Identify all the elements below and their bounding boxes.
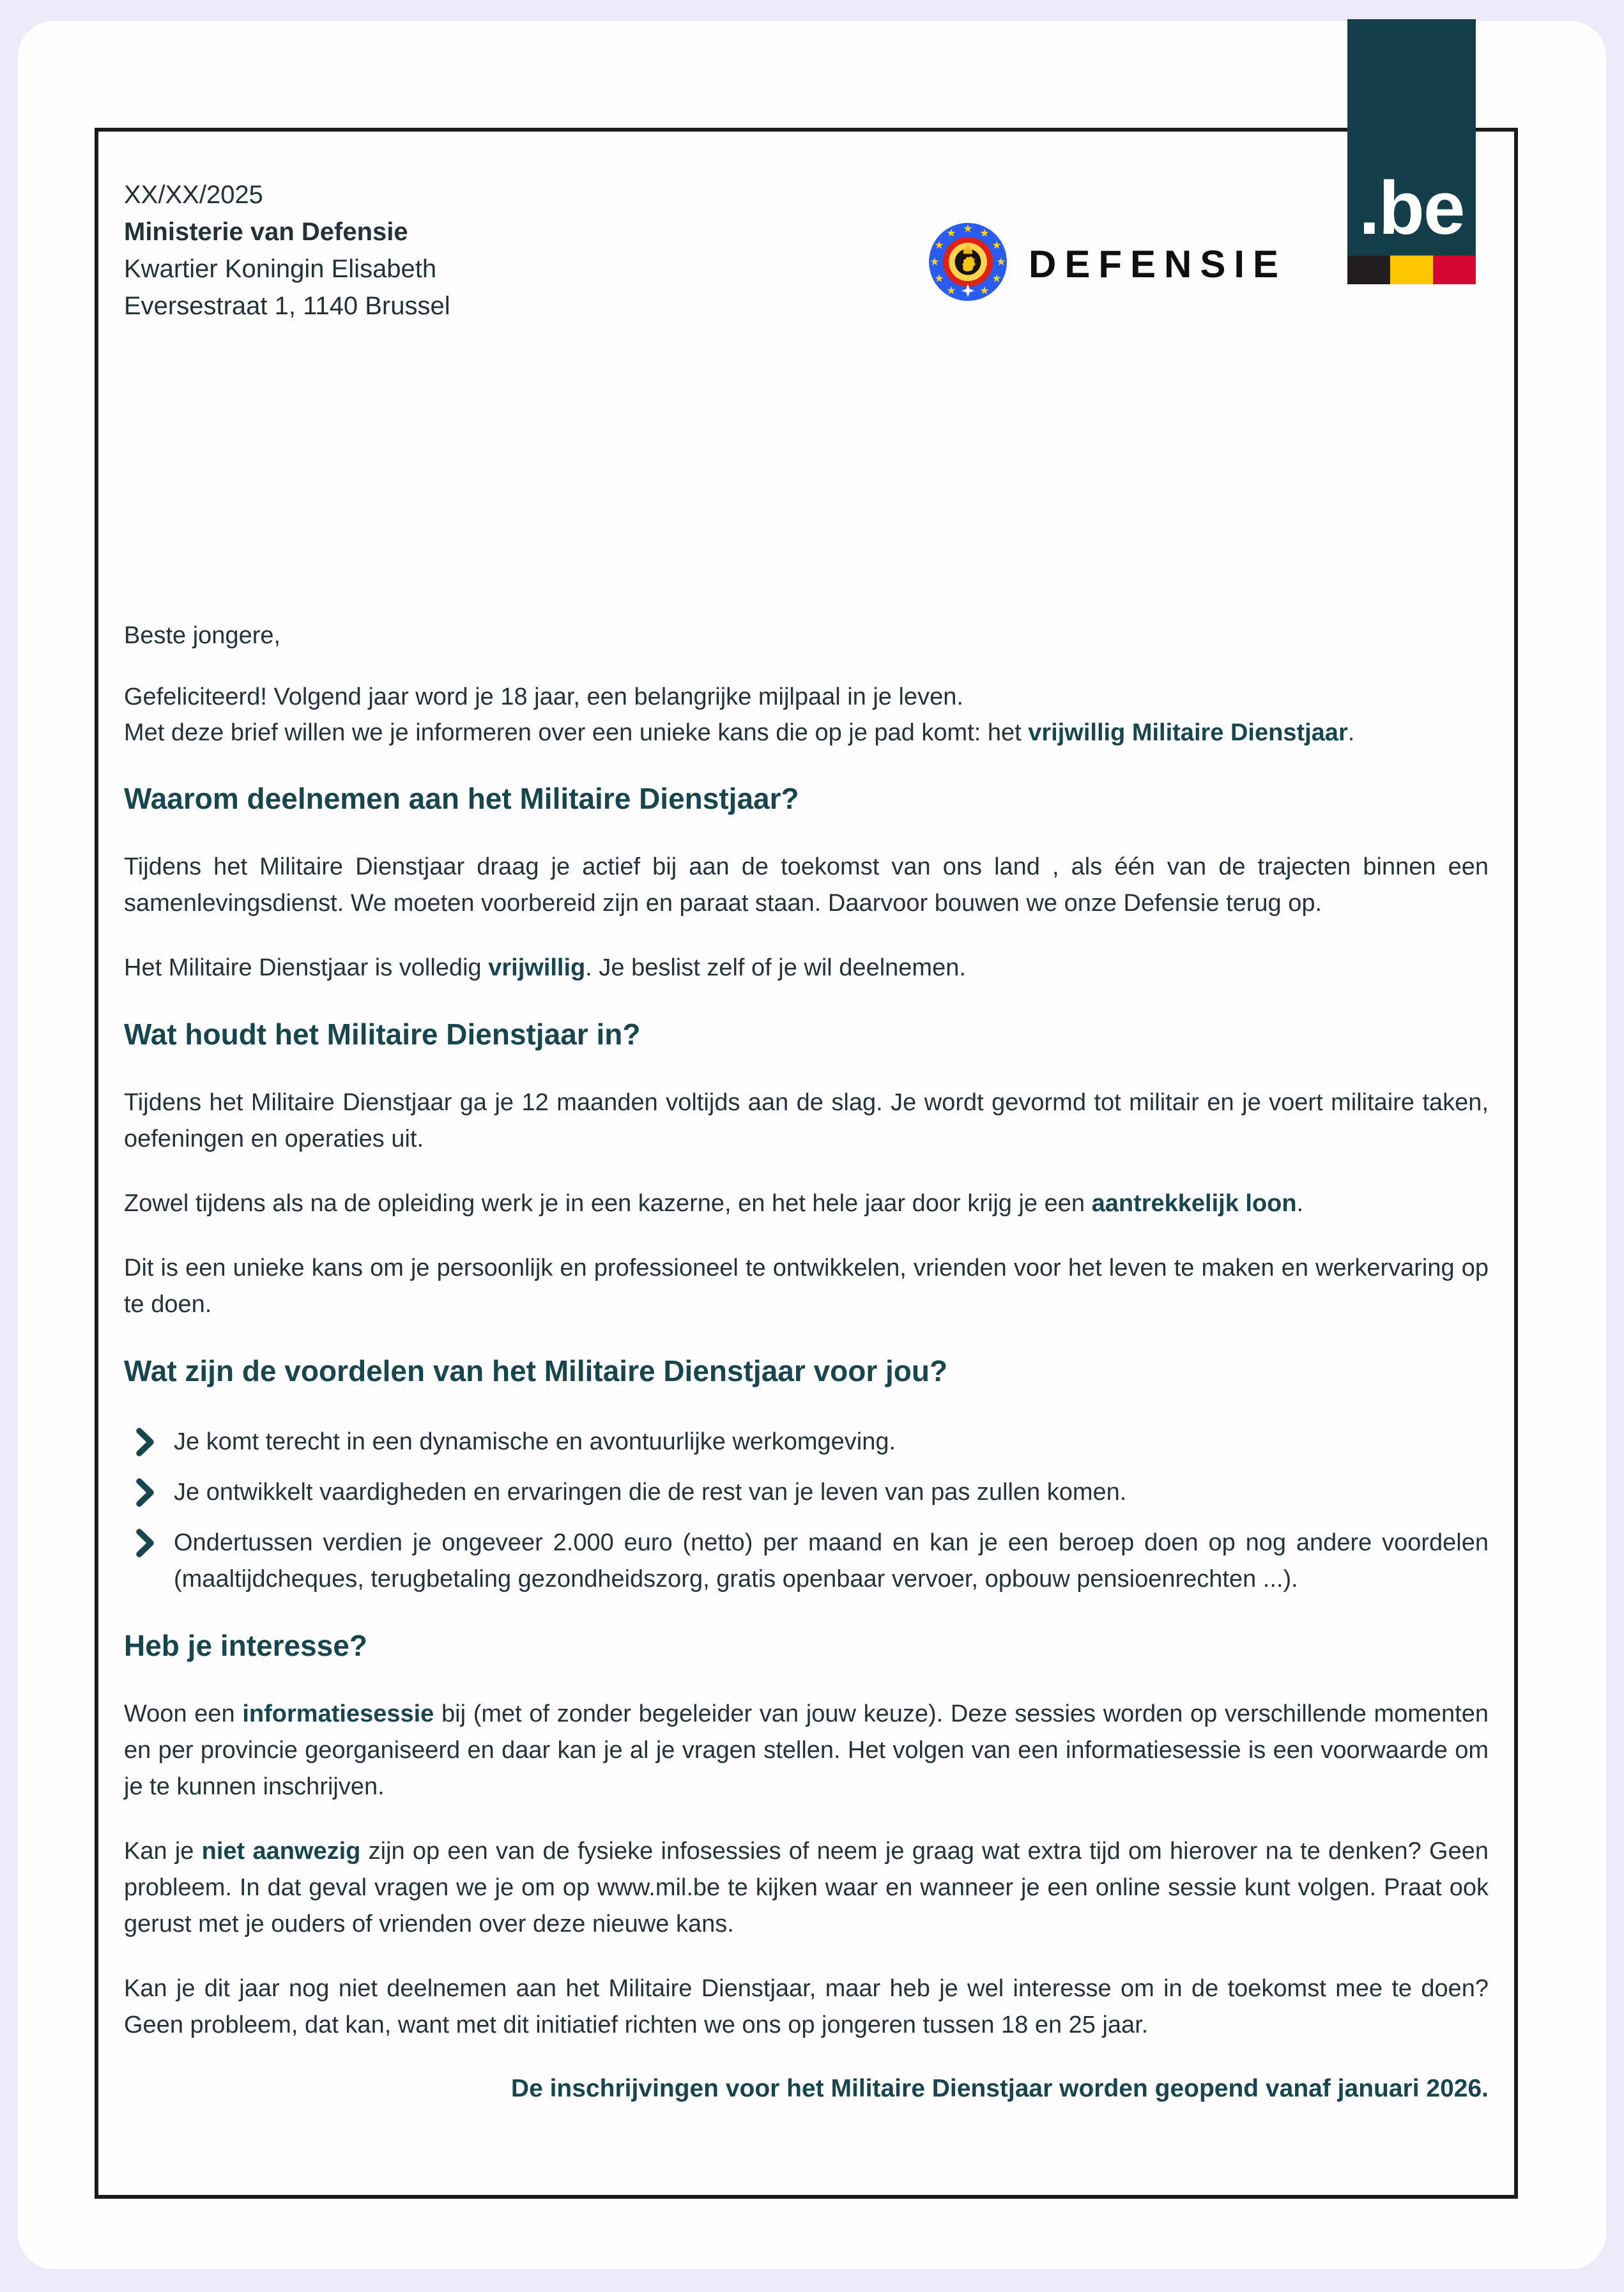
interest-p2-highlight: niet aanwezig xyxy=(201,1838,361,1865)
chevron-bullet-icon xyxy=(135,1528,155,1558)
why-p2-highlight: vrijwillig xyxy=(488,954,586,981)
what-paragraph-1: Tijdens het Militaire Dienstjaar ga je 12 maanden voltijds aan de slag. Je wordt gevormd tot militair en je voert militaire taken, oefeningen en operaties uit. xyxy=(124,1089,1489,1152)
letter-page xyxy=(18,21,1606,2269)
letter-date: XX/XX/2025 xyxy=(124,181,263,209)
salutation: Beste jongere, xyxy=(124,622,281,649)
interest-paragraph-1 xyxy=(124,1696,1489,1805)
heading-interest: Heb je interesse? xyxy=(124,1629,367,1662)
interest-p1-rest: bij (met of zonder begeleider van jouw keuze). Deze sessies worden op verschillende momenten en per provincie georganiseerd en daar kan je al je vragen stellen. Het volgen van een informatiesessie is een voorwaarde om je te kunnen inschrijven. xyxy=(124,1700,1489,1800)
why-p2-text: Het Militaire Dienstjaar is volledig xyxy=(124,954,489,981)
list-item xyxy=(124,1474,1489,1511)
benefit-text: Je ontwikkelt vaardigheden en ervaringen die de rest van je leven van pas zullen komen. xyxy=(174,1479,1127,1506)
letter-body xyxy=(124,616,1489,2107)
sender-address-line2: Eversestraat 1, 1140 Brussel xyxy=(124,292,450,320)
intro-line2-period: . xyxy=(1347,719,1355,746)
chevron-bullet-icon xyxy=(135,1478,155,1508)
flag-stripe-yellow xyxy=(1390,256,1433,284)
why-paragraph-2 xyxy=(124,950,1489,986)
flag-stripe-red xyxy=(1433,256,1476,284)
heading-benefits: Wat zijn de voordelen van het Militaire Dienstjaar voor jou? xyxy=(124,1354,948,1387)
flag-stripe-black xyxy=(1347,256,1390,284)
intro-paragraph xyxy=(124,679,1489,751)
what-p2-text: Zowel tijdens als na de opleiding werk je in een kazerne, en het hele jaar door krijg je een xyxy=(124,1190,1092,1217)
be-logo-background xyxy=(1347,19,1476,256)
intro-line2-highlight: vrijwillig Militaire Dienstjaar xyxy=(1028,719,1348,746)
letterhead-gap xyxy=(124,325,1489,616)
what-p2-highlight: aantrekkelijk loon xyxy=(1091,1190,1297,1217)
what-paragraph-3: Dit is een unieke kans om je persoonlijk en professioneel te ontwikkelen, vrienden voor het leven te maken en werkervaring op te doen. xyxy=(124,1255,1489,1318)
belgian-flag-icon xyxy=(1347,256,1476,284)
benefit-text: Je komt terecht in een dynamische en avontuurlijke werkomgeving. xyxy=(174,1428,896,1455)
be-logo-block xyxy=(1347,19,1476,284)
what-p2-rest: . xyxy=(1296,1190,1304,1217)
sender-org: Ministerie van Defensie xyxy=(124,218,408,246)
benefits-list xyxy=(124,1424,1489,1598)
list-item xyxy=(124,1525,1489,1598)
interest-paragraph-3: Kan je dit jaar nog niet deelnemen aan het Militaire Dienstjaar, maar heb je wel interesse om in de toekomst mee te doen? Geen probleem, dat kan, want met dit initiatief richten we ons op jongeren tussen 18 en 25 jaar. xyxy=(124,1975,1489,2038)
closing-statement: De inschrijvingen voor het Militaire Dienstjaar worden geopend vanaf januari 2026. xyxy=(510,2075,1489,2102)
interest-p2-rest: zijn op een van de fysieke infosessies of neem je graag wat extra tijd om hierover na te denken? Geen probleem. In dat geval vragen we je om op www.mil.be te kijken waar en wanneer je een online sessie kunt volgen. Praat ook gerust met je ouders of vrienden over deze nieuwe kans. xyxy=(124,1838,1489,1937)
interest-paragraph-2 xyxy=(124,1833,1489,1943)
defensie-wordmark: DEFENSIE xyxy=(1029,243,1287,286)
intro-line1: Gefeliciteerd! Volgend jaar word je 18 jaar, een belangrijke mijlpaal in je leven. xyxy=(124,684,963,710)
why-paragraph-1: Tijdens het Militaire Dienstjaar draag je actief bij aan de toekomst van ons land , als één van de trajecten binnen een samenlevingsdienst. We moeten voorbereid zijn en paraat staan. Daarvoor bouwen we onze Defensie terug op. xyxy=(124,853,1489,917)
defensie-roundel-icon xyxy=(928,222,1007,302)
sender-address-line1: Kwartier Koningin Elisabeth xyxy=(124,255,437,283)
what-paragraph-2 xyxy=(124,1186,1489,1222)
intro-line2 xyxy=(124,715,1489,751)
heading-what: Wat houdt het Militaire Dienstjaar in? xyxy=(124,1018,641,1051)
letter-border-frame xyxy=(95,128,1518,2199)
list-item xyxy=(124,1424,1489,1460)
why-p2-rest: . Je beslist zelf of je wil deelnemen. xyxy=(585,954,966,981)
intro-line2-text: Met deze brief willen we je informeren over een unieke kans die op je pad komt: het xyxy=(124,719,1029,746)
heading-why: Waarom deelnemen aan het Militaire Dienstjaar? xyxy=(124,782,799,815)
interest-p2-text: Kan je xyxy=(124,1838,202,1865)
chevron-bullet-icon xyxy=(135,1427,155,1457)
be-logo-text: .be xyxy=(1359,166,1464,250)
benefit-text: Ondertussen verdien je ongeveer 2.000 euro (netto) per maand en kan je een beroep doen op nog andere voordelen (maaltijdcheques, terugbetaling gezondheidszorg, gratis openbaar vervoer, opbouw pensioenrechten ...). xyxy=(174,1529,1489,1593)
interest-p1-text: Woon een xyxy=(124,1700,243,1727)
interest-p1-highlight: informatiesessie xyxy=(242,1700,434,1727)
